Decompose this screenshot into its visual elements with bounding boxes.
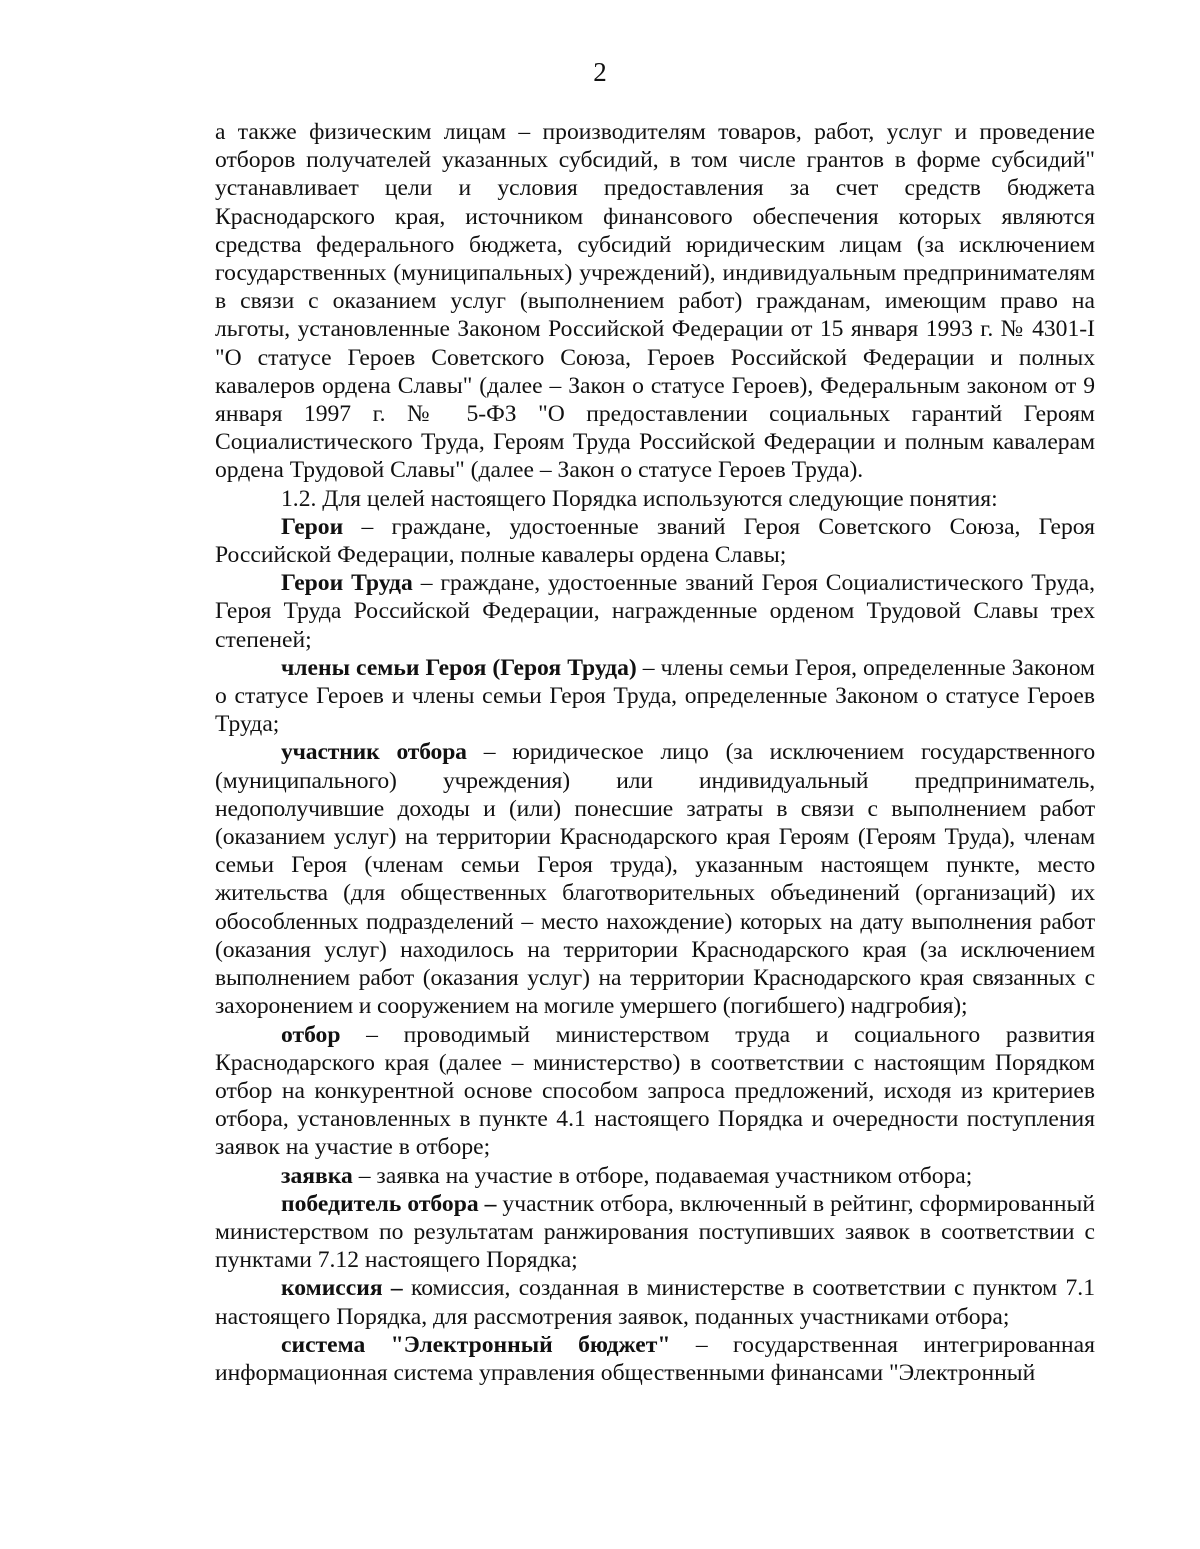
definition-term: заявка bbox=[281, 1162, 353, 1189]
definition-family-members bbox=[215, 654, 1095, 739]
paragraph-definitions-lead bbox=[215, 485, 1095, 513]
definition-term: Герои Труда bbox=[281, 570, 413, 597]
definition-term: Герои bbox=[281, 513, 344, 540]
definition-text: – члены семьи Героя, определенные Законом о статусе Героев и члены семьи Героя Труда, определенные Законом о статусе Героев Труда; bbox=[215, 654, 1095, 738]
definition-commission bbox=[215, 1274, 1095, 1330]
document-body bbox=[215, 118, 1095, 1387]
definition-text: комиссия, созданная в министерстве в соответствии с пунктом 7.1 настоящего Порядка, для рассмотрения заявок, поданных участниками отбора; bbox=[215, 1275, 1095, 1330]
definition-term: члены семьи Героя (Героя Труда) bbox=[281, 654, 637, 681]
definition-text: участник отбора, включенный в рейтинг, сформированный министерством по результатам ранжирования поступивших заявок в соответствии с пунктами 7.12 настоящего Порядка; bbox=[215, 1190, 1095, 1274]
definition-term: система "Электронный бюджет" bbox=[281, 1331, 671, 1358]
definition-heroes-of-labor bbox=[215, 569, 1095, 654]
definition-application bbox=[215, 1162, 1095, 1190]
definition-term: комиссия – bbox=[281, 1275, 403, 1302]
definition-term: победитель отбора – bbox=[281, 1190, 497, 1217]
definition-selection-participant bbox=[215, 738, 1095, 1020]
paragraph-intro bbox=[215, 118, 1095, 485]
paragraph-text: а также физическим лицам – производителям товаров, работ, услуг и проведение отборов получателей указанных субсидий, в том числе грантов в форме субсидий" устанавливает цели и условия предоставления за счет средств бюджета Краснодарского края, источником финансового обеспечения которых являются средства федерального бюджета, субсидий юридическим лицам (за исключением государственных (муниципальных) учреждений), индивидуальным предпринимателям в связи с оказанием услуг (выполнением работ) гражданам, имеющим право на льготы, установленные Законом Российской Федерации от 15 января 1993 г. № 4301-I "О статусе Героев Советского Союза, Героев Российской Федерации и полных кавалеров ордена Славы" (далее – Закон о статусе Героев), Федеральным законом от 9 января 1997 г. № 5-ФЗ "О предоставлении социальных гарантий Героям Социалистического Труда, Героям Труда Российской Федерации и полным кавалерам ордена Трудовой Славы" (далее – Закон о статусе Героев Труда). bbox=[215, 119, 1095, 484]
definition-text: – заявка на участие в отборе, подаваемая участником отбора; bbox=[352, 1162, 973, 1189]
definition-electronic-budget bbox=[215, 1331, 1095, 1387]
definition-text: – граждане, удостоенные званий Героя Советского Союза, Героя Российской Федерации, полные кавалеры ордена Славы; bbox=[215, 513, 1095, 569]
page-number: 2 bbox=[593, 57, 607, 87]
definition-selection-winner bbox=[215, 1190, 1095, 1275]
definition-text: – граждане, удостоенные званий Героя Социалистического Труда, Героя Труда Российской Федерации, награжденные орденом Трудовой Славы трех степеней; bbox=[215, 570, 1095, 653]
definition-heroes bbox=[215, 513, 1095, 569]
definition-text: – юридическое лицо (за исключением государственного (муниципального) учреждения) или индивидуальный предприниматель, недополучившие доходы и (или) понесшие затраты в связи с выполнением работ (оказанием услуг) на территории Краснодарского края Героям (Героям Труда), членам семьи Героя (членам семьи Героя труда), указанным настоящем пункте, место жительства (для общественных благотворительных объединений (организаций) их обособленных подразделений – место нахождение) которых на дату выполнения работ (оказания услуг) находилось на территории Краснодарского края (за исключением выполнением работ (оказания услуг) на территории Краснодарского края связанных с захоронением и сооружением на могиле умершего (погибшего) надгробия); bbox=[215, 739, 1095, 1020]
definition-text: – государственная интегрированная информационная система управления общественными финансами "Электронный bbox=[215, 1331, 1095, 1386]
definition-text: – проводимый министерством труда и социального развития Краснодарского края (далее – министерство) в соответствии с настоящим Порядком отбор на конкурентной основе способом запроса предложений, исходя из критериев отбора, установленных в пункте 4.1 настоящего Порядка и очередности поступления заявок на участие в отборе; bbox=[215, 1021, 1095, 1161]
paragraph-text: 1.2. Для целей настоящего Порядка используются следующие понятия: bbox=[281, 485, 998, 512]
definition-term: участник отбора bbox=[281, 739, 467, 766]
definition-selection bbox=[215, 1021, 1095, 1162]
definition-term: отбор bbox=[281, 1021, 341, 1048]
